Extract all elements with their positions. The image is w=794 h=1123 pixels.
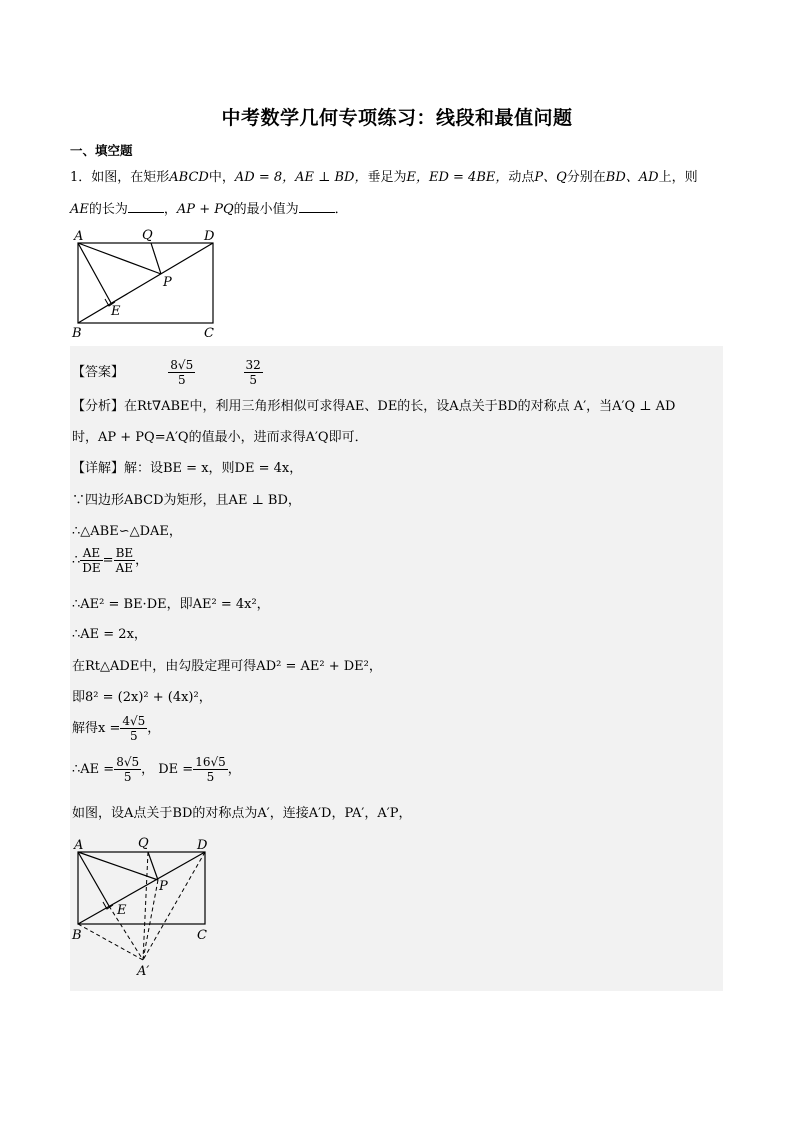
fraction-numerator: 16√5 — [195, 755, 226, 769]
fraction-be-ae — [114, 546, 136, 575]
analysis-line-1: 【分析】在Rt∇ABE中，利用三角形相似可求得AE、DE的长，设A点关于BD的对称点 A′，当A′Q ⊥ AD — [72, 399, 676, 414]
detail-line-9 — [72, 714, 160, 743]
fraction-denominator: AE — [115, 561, 134, 575]
answer-blank-1 — [128, 202, 164, 213]
answer-label: 【答案】 — [72, 365, 125, 380]
detail-line-10 — [72, 755, 241, 784]
label-b: B — [72, 326, 82, 341]
answer-fraction-1 — [168, 358, 195, 387]
fraction-x — [120, 714, 147, 743]
detail-line-6: ∴AE = 2x， — [72, 627, 147, 642]
detail-text: 解得x = — [72, 721, 121, 736]
segment-ae — [78, 243, 111, 303]
q-math: AP + PQ — [176, 202, 234, 217]
detail-text: ， — [227, 762, 241, 777]
detail-line-1: 【详解】解：设BE = x，则DE = 4x， — [72, 461, 303, 476]
label-q: Q — [138, 836, 149, 851]
detail-line-3: ∴△ABE∽△DAE， — [72, 524, 182, 539]
fraction-denominator: 5 — [130, 729, 138, 743]
segment-ap — [78, 852, 158, 880]
q-text: 如图，在矩形 — [91, 170, 170, 185]
fraction-ae-de — [80, 546, 102, 575]
fraction-numerator: BE — [115, 546, 134, 560]
page-title: 中考数学几何专项练习：线段和最值问题 — [221, 107, 573, 129]
q-math: E，ED = 4BE， — [406, 170, 509, 185]
fraction-numerator: 8√5 — [116, 755, 140, 769]
q-math: ABCD — [169, 170, 209, 185]
q-text: 上，则 — [658, 170, 698, 185]
analysis-line-2: 时，AP + PQ=A′Q的值最小，进而求得A′Q即可． — [72, 430, 368, 445]
q-text: 中， — [208, 170, 235, 185]
dashed-qa — [143, 852, 148, 960]
fraction-denominator: 5 — [206, 770, 215, 784]
detail-line-8: 即8² = (2x)² + (4x)²， — [72, 690, 212, 705]
dashed-pa — [143, 880, 158, 960]
q-text: ． — [334, 202, 348, 217]
segment-qp — [151, 243, 161, 274]
q-math: P、Q — [534, 170, 567, 185]
q-text: 分别在 — [566, 170, 606, 185]
answer-1-numerator: 8√5 — [170, 358, 194, 372]
label-a: A — [74, 838, 84, 853]
label-d: D — [204, 229, 215, 244]
answer-2-numerator: 32 — [245, 358, 261, 372]
answer-1-denominator: 5 — [177, 373, 186, 387]
answer-line — [72, 358, 263, 387]
q-math: AD = 8，AE ⊥ BD， — [234, 170, 368, 185]
label-c: C — [197, 928, 207, 943]
figure-rectangle-1 — [68, 225, 228, 343]
answer-fraction-2 — [244, 358, 263, 387]
q-math: AE — [70, 202, 89, 217]
q-text: 的长为 — [88, 202, 128, 217]
equals-sign: = — [102, 553, 114, 568]
q-math: BD、AD — [605, 170, 659, 185]
dashed-da — [143, 852, 205, 960]
answer-2-denominator: 5 — [249, 373, 257, 387]
q-text: 垂足为 — [367, 170, 407, 185]
detail-text: ， — [135, 553, 149, 568]
detail-line-11: 如图，设A点关于BD的对称点为A′，连接A′D，PA′，A′P， — [72, 806, 412, 821]
fraction-numerator: 4√5 — [122, 714, 146, 728]
label-d: D — [197, 838, 208, 853]
question-line-1 — [70, 166, 698, 185]
dashed-ba — [78, 924, 143, 960]
answer-blank-2 — [299, 202, 335, 213]
detail-text: ， DE = — [141, 762, 194, 777]
diagonal-bd — [78, 852, 205, 924]
right-angle-mark — [103, 902, 113, 909]
segment-qp — [148, 852, 158, 880]
fraction-denominator: 5 — [123, 770, 132, 784]
segment-ap — [78, 243, 161, 274]
label-e: E — [117, 903, 127, 918]
detail-text: ， — [147, 721, 161, 736]
label-b: B — [72, 928, 82, 943]
q-text: 的最小值为 — [233, 202, 299, 217]
question-line-2 — [70, 198, 348, 217]
q-text: 动点 — [508, 170, 535, 185]
label-q: Q — [142, 228, 153, 243]
fraction-numerator: AE — [80, 546, 102, 561]
question-number: 1． — [70, 170, 92, 185]
q-text: ， — [163, 202, 177, 217]
detail-line-5: ∴AE² = BE·DE，即AE² = 4x²， — [72, 597, 270, 612]
label-a: A — [74, 229, 84, 244]
label-a-prime: A′ — [137, 964, 150, 979]
detail-text: ∴ — [72, 553, 81, 568]
label-p: P — [163, 275, 172, 290]
segment-ae — [78, 852, 109, 906]
fraction-denominator: DE — [82, 561, 101, 575]
detail-line-2: ∵四边形ABCD为矩形，且AE ⊥ BD， — [72, 493, 301, 508]
fraction-ae — [114, 755, 141, 784]
detail-line-4 — [72, 546, 148, 575]
detail-text: ∴AE = — [72, 762, 115, 777]
diagonal-bd — [78, 243, 213, 323]
detail-line-7: 在Rt△ADE中，由勾股定理可得AD² = AE² + DE²， — [72, 659, 382, 674]
section-heading: 一、填空题 — [70, 143, 133, 158]
label-p: P — [159, 879, 168, 894]
figure-rectangle-2 — [68, 832, 228, 982]
label-c: C — [204, 326, 214, 341]
label-e: E — [111, 304, 121, 319]
fraction-de — [193, 755, 228, 784]
